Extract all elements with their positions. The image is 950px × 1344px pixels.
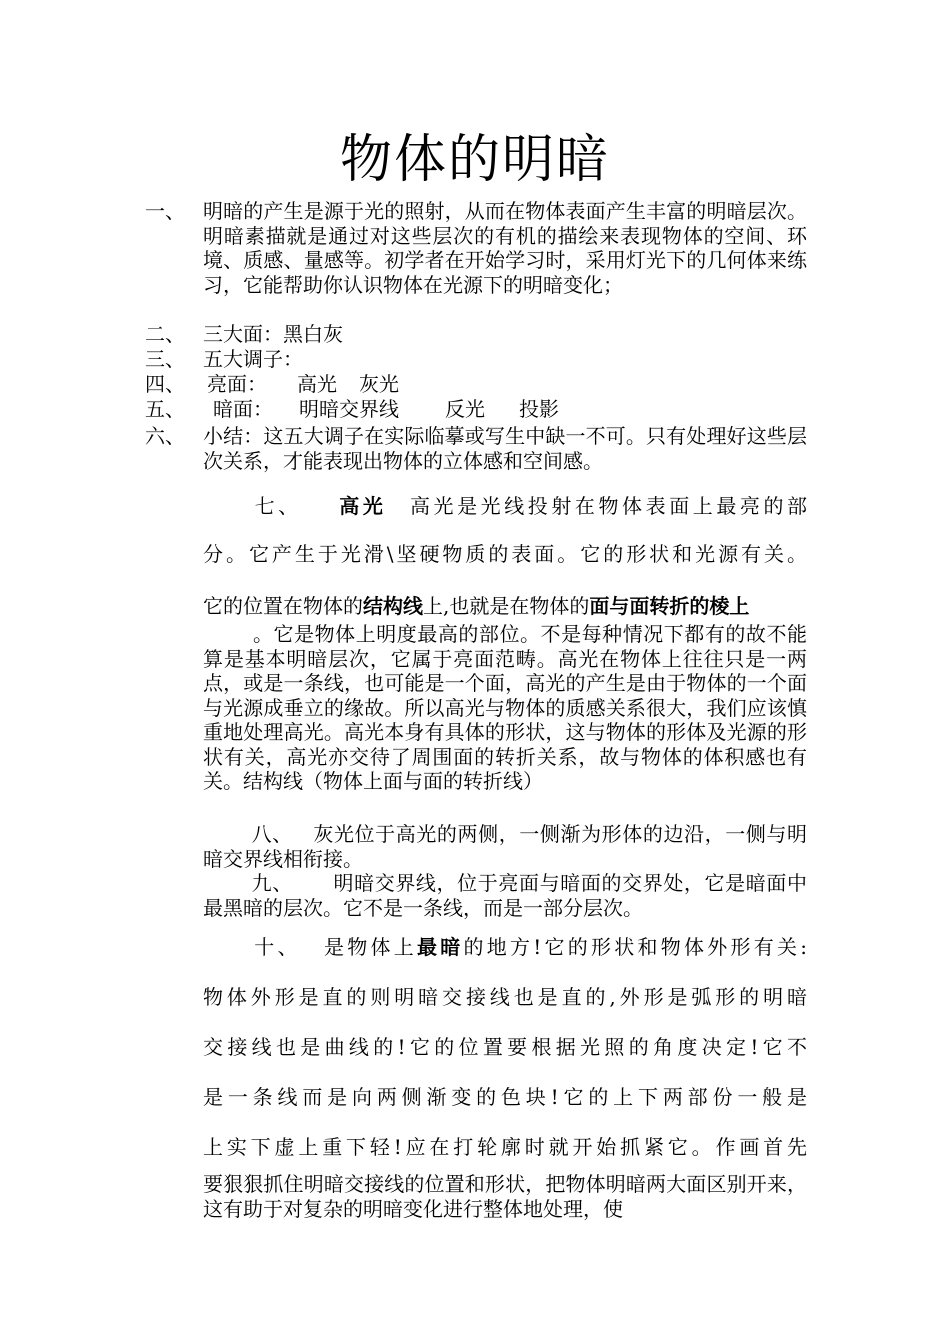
bold-term: 结构线: [363, 594, 423, 618]
paragraph-10-lead: [203, 922, 807, 1172]
list-number: 一、: [145, 199, 185, 223]
list-text: 五大调子：: [203, 347, 303, 371]
list-number: 四、: [145, 372, 185, 396]
paragraph-line: 分。它产生于光滑\坚硬物质的表面。它的形状和光源有关。: [203, 542, 807, 566]
list-text-part: 投影: [519, 397, 559, 421]
list-item-2: [145, 322, 807, 347]
paragraph-line: 交接线也是曲线的!它的位置要根据光照的角度决定!它不: [203, 1035, 807, 1059]
paragraph-number: 八、: [251, 822, 293, 846]
paragraph-line: 物体外形是直的则明暗交接线也是直的,外形是弧形的明暗: [203, 985, 807, 1009]
paragraph-text: 上,也就是在物体的: [423, 594, 590, 618]
list-text-part: 亮面：: [207, 372, 267, 396]
paragraph-7-continuation: 。它是物体上明度最高的部位。不是每种情况下都有的故不能算是基本明暗层次，它属于亮面范畴。高光在物体上往往只是一两点，或是一条线，也可能是一个面，高光的产生是由于物体的一个面与光源成垂立的缘故。所以高光与物体的质感关系很大，我们应该慎重地处理高光。高光本身有具体的形状，这与物体的形体及光源的形状有关，高光亦交待了周围面的转折关系，故与物体的体积感也有关。结构线（物体上面与面的转折线）: [203, 622, 807, 793]
list-item-3: [145, 347, 807, 372]
paragraph-7-lead: [203, 482, 807, 578]
paragraph-line: 是一条线而是向两侧渐变的色块!它的上下两部份一般是: [203, 1085, 807, 1109]
paragraph-number: 七、: [251, 494, 302, 518]
bold-term: 高光: [335, 494, 387, 518]
paragraph-text: 是物体上: [320, 935, 417, 959]
bold-term: 面与面转折的棱上: [589, 594, 750, 618]
list-text: [213, 397, 807, 422]
list-text-part: 反光: [445, 397, 485, 421]
document-title: 物体的明暗: [339, 130, 610, 190]
paragraph-line: 上实下虚上重下轻!应在打轮廓时就开始抓紧它。作画首先: [203, 1135, 807, 1159]
list-text: 明暗的产生是源于光的照射，从而在物体表面产生丰富的明暗层次。明暗素描就是通过对这些层次的有机的描绘来表现物体的空间、环境、质感、量感等。初学者在开始学习时，采用灯光下的几何体来练习，它能帮助你认识物体在光源下的明暗变化；: [203, 199, 807, 297]
paragraph-text: 明暗交界线，位于亮面与暗面的交界处，它是暗面中最黑暗的层次。它不是一条线，而是一部分层次。: [203, 871, 808, 920]
paragraph-line: [203, 922, 807, 972]
list-item-5: [145, 397, 807, 422]
paragraph-9: [203, 871, 807, 920]
bold-term: 最暗: [417, 935, 464, 959]
list-text: [207, 372, 807, 397]
paragraph-text: 它的位置在物体的: [203, 594, 363, 618]
paragraph-text: 的地方!它的形状和物体外形有关:: [463, 935, 808, 959]
list-item-6: [145, 424, 807, 473]
list-text-part: 灰光: [359, 372, 399, 396]
paragraph-8: [203, 822, 807, 871]
list-number: 五、: [145, 397, 185, 421]
list-text: 三大面：黑白灰: [203, 322, 343, 346]
paragraph-10-rest: 要狠狠抓住明暗交接线的位置和形状，把物体明暗两大面区别开来，这有助于对复杂的明暗变化进行整体地处理，使: [203, 1172, 807, 1221]
list-text-part: 暗面：: [213, 397, 273, 421]
paragraph-line: [203, 482, 807, 530]
list-number: 三、: [145, 347, 185, 371]
list-number: 六、: [145, 424, 185, 448]
list-text-part: 明暗交界线: [299, 397, 399, 421]
list-text: 小结：这五大调子在实际临摹或写生中缺一不可。只有处理好这些层次关系，才能表现出物体的立体感和空间感。: [203, 424, 807, 473]
list-item-4: [145, 372, 807, 397]
paragraph-text: 灰光位于高光的两侧，一侧渐为形体的边沿，一侧与明暗交界线相衔接。: [203, 822, 808, 871]
paragraph-text: 高光是光线投射在物体表面上最亮的部: [406, 494, 808, 518]
list-number: 二、: [145, 322, 185, 346]
list-text-part: 高光: [297, 372, 337, 396]
paragraph-number: 九、: [251, 871, 293, 895]
paragraph-number: 十、: [251, 935, 301, 959]
list-item-1: [145, 199, 807, 297]
